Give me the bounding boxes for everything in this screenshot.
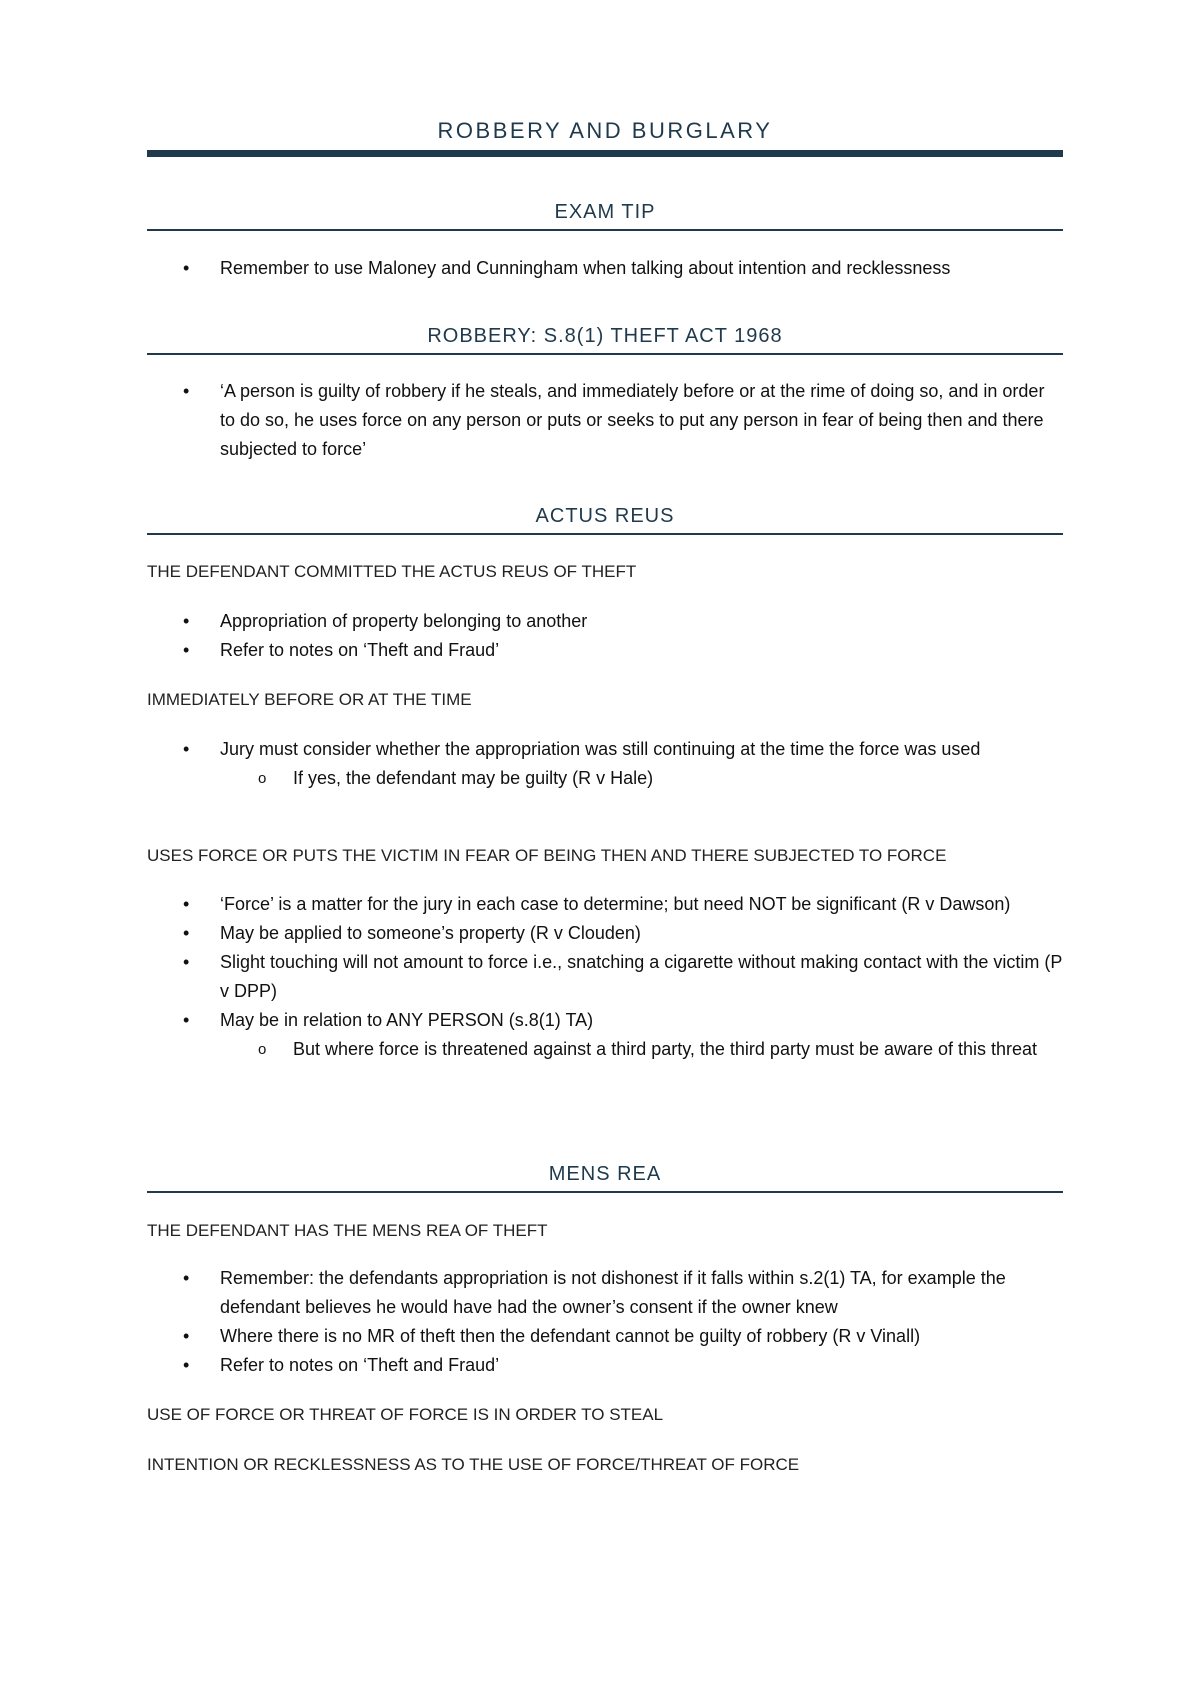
list-item: • ‘A person is guilty of robbery if he steals, and immediately before or at the rime of doing so, and in order to do so, he uses force on any person or puts or seeks to put any person in fear of being then and there subjected to force’ bbox=[147, 377, 1063, 464]
mens-rea-theft-list bbox=[147, 1264, 1063, 1380]
mens-rea-caption-intention: INTENTION OR RECKLESSNESS AS TO THE USE OF FORCE/THREAT OF FORCE bbox=[147, 1455, 800, 1474]
actus-reus-theft-list bbox=[147, 607, 1063, 665]
actus-reus-caption-theft: THE DEFENDANT COMMITTED THE ACTUS REUS OF THEFT bbox=[147, 562, 637, 581]
list-item: • May be in relation to ANY PERSON (s.8(1) TA) bbox=[147, 1006, 1063, 1035]
actus-reus-force-list bbox=[147, 890, 1063, 1064]
exam-tip-heading: EXAM TIP bbox=[554, 201, 656, 223]
actus-reus-rule bbox=[147, 533, 1063, 535]
robbery-definition-rule bbox=[147, 353, 1063, 355]
actus-reus-heading: ACTUS REUS bbox=[535, 505, 675, 527]
list-item: • Appropriation of property belonging to another bbox=[147, 607, 1063, 636]
actus-reus-caption-force: USES FORCE OR PUTS THE VICTIM IN FEAR OF BEING THEN AND THERE SUBJECTED TO FORCE bbox=[147, 846, 947, 865]
mens-rea-caption-steal: USE OF FORCE OR THREAT OF FORCE IS IN ORDER TO STEAL bbox=[147, 1405, 664, 1424]
list-item: • Jury must consider whether the appropriation was still continuing at the time the force was used bbox=[147, 735, 1063, 764]
list-item: • Remember: the defendants appropriation is not dishonest if it falls within s.2(1) TA, for example the defendant believes he would have had the owner’s consent if the owner knew bbox=[147, 1264, 1063, 1322]
mens-rea-caption-theft: THE DEFENDANT HAS THE MENS REA OF THEFT bbox=[147, 1221, 548, 1240]
list-item: • Remember to use Maloney and Cunningham when talking about intention and recklessness bbox=[147, 254, 1063, 283]
sub-list-item: o If yes, the defendant may be guilty (R v Hale) bbox=[147, 764, 1063, 793]
list-item: • ‘Force’ is a matter for the jury in each case to determine; but need NOT be significant (R v Dawson) bbox=[147, 890, 1063, 919]
robbery-definition-list bbox=[147, 377, 1063, 464]
sub-list-item: o But where force is threatened against a third party, the third party must be aware of this threat bbox=[147, 1035, 1063, 1064]
document-title: ROBBERY AND BURGLARY bbox=[437, 118, 773, 143]
robbery-definition-heading: ROBBERY: S.8(1) THEFT ACT 1968 bbox=[427, 325, 783, 347]
list-item: • Where there is no MR of theft then the defendant cannot be guilty of robbery (R v Vinall) bbox=[147, 1322, 1063, 1351]
exam-tip-rule bbox=[147, 229, 1063, 231]
list-item: • Refer to notes on ‘Theft and Fraud’ bbox=[147, 636, 1063, 665]
mens-rea-rule bbox=[147, 1191, 1063, 1193]
actus-reus-caption-timing: IMMEDIATELY BEFORE OR AT THE TIME bbox=[147, 690, 472, 709]
mens-rea-heading: MENS REA bbox=[548, 1163, 662, 1185]
title-rule bbox=[147, 150, 1063, 157]
exam-tip-list bbox=[147, 254, 1063, 283]
list-item: • May be applied to someone’s property (R v Clouden) bbox=[147, 919, 1063, 948]
list-item: • Slight touching will not amount to force i.e., snatching a cigarette without making contact with the victim (P v DPP) bbox=[147, 948, 1063, 1006]
list-item: • Refer to notes on ‘Theft and Fraud’ bbox=[147, 1351, 1063, 1380]
actus-reus-timing-list bbox=[147, 735, 1063, 793]
